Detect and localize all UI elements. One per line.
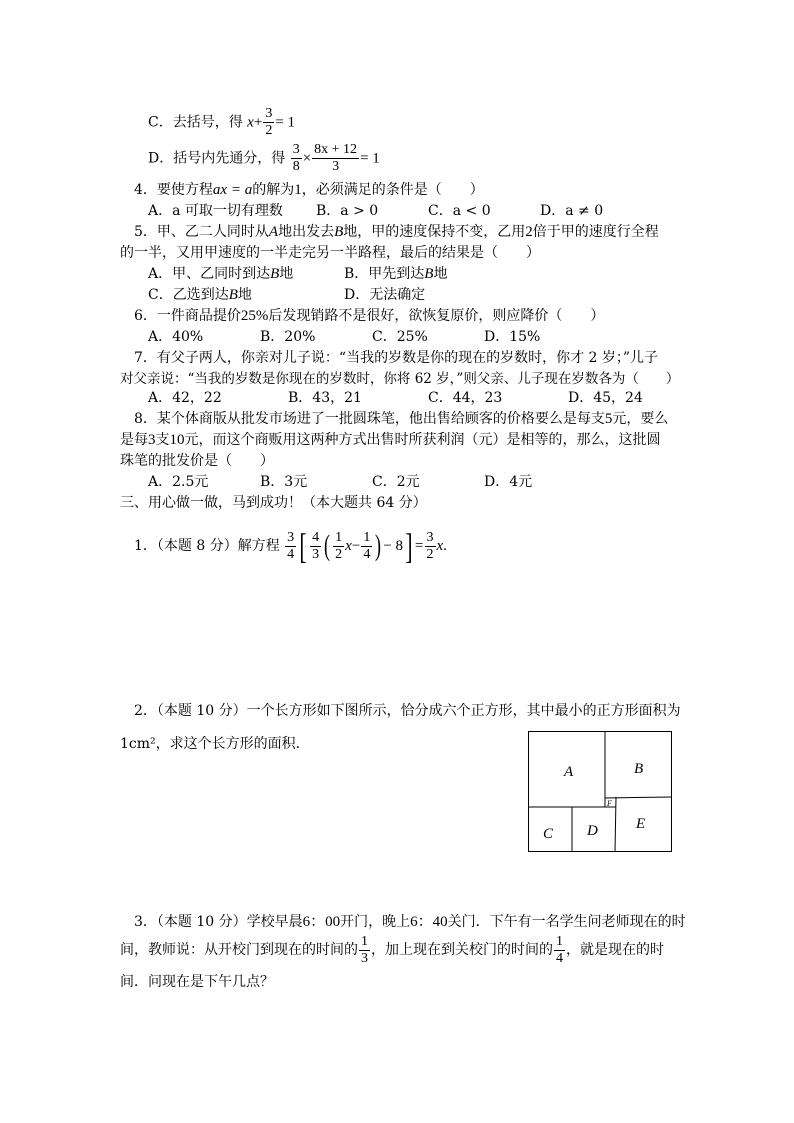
denominator: 2 [426,546,434,562]
fraction [333,530,344,563]
denominator: 2 [265,123,273,138]
minus-eight: − 8 [383,538,404,554]
point-b: B [228,287,238,303]
q6-text: 6．一件商品提价 [134,308,241,324]
q8-option-b: B．3元 [260,474,308,490]
q5-text: 地，甲的速度保持不变，乙用 [343,224,526,240]
q4-option-c: C．a < 0 [428,203,491,219]
q5-two: 2 [525,224,533,240]
open-time: 6：00 [302,914,341,930]
option-text: B．甲先到达 [344,266,425,282]
fraction [425,530,436,563]
denominator: 2 [335,546,343,562]
equals-one: = 1 [275,114,296,131]
fraction [285,530,296,563]
numerator: 1 [363,529,371,545]
right-paren: ) [375,529,382,562]
q4-text-c: ，必须满足的条件是（ ） [301,182,484,198]
q8-option-a: A．2.5元 [148,474,209,490]
problem-1-label: 1．（本题 8 分）解方程 [134,538,280,554]
q4-option-a: A．a 可取一切有理数 [148,203,283,219]
q8-text: 元，而这个商贩用这两种方式出售时所获利润（元）是相等的，那么，这批圆 [184,432,661,448]
problem-1 [134,528,447,564]
plus-sign: + [253,114,263,131]
fraction [310,530,321,563]
denominator: 3 [361,950,368,966]
q4-option-b: B．a > 0 [316,203,379,219]
fraction [361,530,372,563]
option-text: 地 [237,287,252,303]
p3-text: 关门．下午有一名学生问老师现在的时 [447,914,686,930]
period: . [443,538,447,554]
question-6 [134,307,604,325]
q3-option-c [148,106,295,139]
q8-option-c: C．2元 [372,474,420,490]
q5-option-b [344,265,447,283]
label-e: E [636,816,646,832]
divider-d-e [615,797,616,852]
q8-three: 3 [148,432,156,448]
q5-text: 5．甲、乙二人同时从 [134,224,269,240]
close-time: 6：40 [410,914,448,930]
numerator: 3 [287,529,295,545]
numerator: 1 [335,529,343,545]
point-b: B [334,224,344,240]
q6-option-a: A．40% [148,329,204,345]
q5-text: 地出发去 [278,224,335,240]
equals-sign: = [415,538,424,554]
rectangle-figure [528,731,672,852]
denominator: 3 [332,159,340,174]
minus-sign: − [351,538,361,554]
q8-text: 是每 [120,432,148,448]
denominator: 4 [363,546,371,562]
q5-line-2: 的一半，又用甲速度的一半走完另一半路程，最后的结果是（ ） [120,245,540,261]
q8-option-d: D．4元 [484,474,533,490]
denominator: 8 [292,159,300,174]
point-a: A [268,224,279,240]
q6-percent: 25% [240,308,269,324]
q5-option-c [148,286,252,304]
q8-text: 元，要么 [612,411,669,427]
q5-option-d: D．无法确定 [344,287,426,303]
p3-text: 开门，晚上 [340,914,411,930]
point-b: B [270,266,280,282]
section-3-heading: 三、用心做一做，马到成功！（本大题共 64 分） [120,495,427,511]
label-f: F [607,799,612,808]
q5-option-a [148,265,293,283]
option-text: A．甲、乙同时到达 [148,266,271,282]
point-b: B [424,266,434,282]
q4-one: 1 [294,182,302,198]
problem-3-line-3: 间．问现在是下午几点？ [120,974,274,990]
option-text: D．括号内先通分，得 [148,150,286,167]
right-bracket: ] [405,526,413,566]
q8-ten: 10 [169,432,185,448]
option-text: C．乙选到达 [148,287,229,303]
q8-text: 支 [155,432,170,448]
problem-3-line-1 [134,913,686,931]
q5-text: 倍于甲的速度行全程 [532,224,659,240]
question-5 [134,223,659,241]
var-x: x [345,538,352,554]
p3-text: 间，教师说：从开校门到现在的时间的 [120,942,358,958]
fraction [312,142,359,175]
q8-line-3: 珠笔的批发价是（ ） [120,453,274,469]
fraction [291,142,302,175]
q8-five: 5 [604,411,613,427]
problem-2-line-2: 1cm²，求这个长方形的面积． [120,736,310,752]
denominator: 3 [312,546,320,562]
denominator: 4 [287,546,295,562]
q8-line-2 [120,431,661,449]
equals-one: = 1 [360,150,380,167]
numerator: 3 [426,529,434,545]
divider-b-bottom [605,797,672,798]
numerator: 8x + 12 [314,142,358,157]
label-d: D [587,823,598,839]
q8-text: 8．某个体商版从批发市场进了一批圆珠笔，他出售给顾客的价格要么是每支 [134,411,605,427]
problem-2-line-1: 2．（本题 10 分）一个长方形如下图所示，恰分成六个正方形，其中最小的正方形面积为 [134,703,681,719]
left-bracket: [ [299,526,307,566]
q6-option-c: C．25% [372,329,428,345]
problem-3-line-2 [120,932,664,968]
numerator: 3 [265,106,273,121]
fraction [359,934,370,967]
q4-text: 4．要使方程 [134,182,213,198]
q4-option-d: D．a ≠ 0 [540,203,604,219]
q3-option-d [148,142,380,175]
q4-equation: ax = a [212,182,253,198]
question-7: 7．有父子两人，你亲对儿子说：“当我的岁数是你的现在的岁数时，你才 2 岁；”儿子 [134,350,659,366]
q4-text-b: 的解为 [252,182,295,198]
numerator: 3 [292,142,300,157]
q6-option-d: D．15% [484,329,541,345]
question-4 [134,181,484,199]
option-text: 地 [433,266,448,282]
q7-option-c: C．44，23 [428,390,503,406]
q7-option-a: A．42，22 [148,390,222,406]
q7-line-2: 对父亲说：“当我的岁数是你现在的岁数时，你将 62 岁，”则父亲、儿子现在岁数各为（ ） [120,371,680,387]
label-b: B [634,761,644,777]
question-8 [134,410,668,428]
numerator: 1 [556,933,563,949]
label-a: A [564,764,574,780]
p3-text: ，加上现在到关校门的时间的 [371,942,553,958]
numerator: 1 [361,933,368,949]
p3-text: ，就是现在的时 [566,942,664,958]
times-sign: × [302,150,312,167]
q6-text-b: 后发现销路不是很好，欲恢复原价，则应降价（ ） [268,308,605,324]
option-text: 地 [279,266,294,282]
left-paren: ( [324,529,331,562]
q7-option-d: D．45，24 [568,390,643,406]
option-text: C．去括号，得 [148,114,243,131]
label-c: C [543,826,554,842]
numerator: 4 [312,529,320,545]
q6-option-b: B．20% [260,329,316,345]
denominator: 4 [556,950,563,966]
fraction [554,934,565,967]
var-x: x [436,538,444,554]
fraction [263,106,274,139]
p3-text: 3．（本题 10 分）学校早晨 [134,914,303,930]
q7-option-b: B．43，21 [288,390,362,406]
var-x: x [247,114,254,131]
